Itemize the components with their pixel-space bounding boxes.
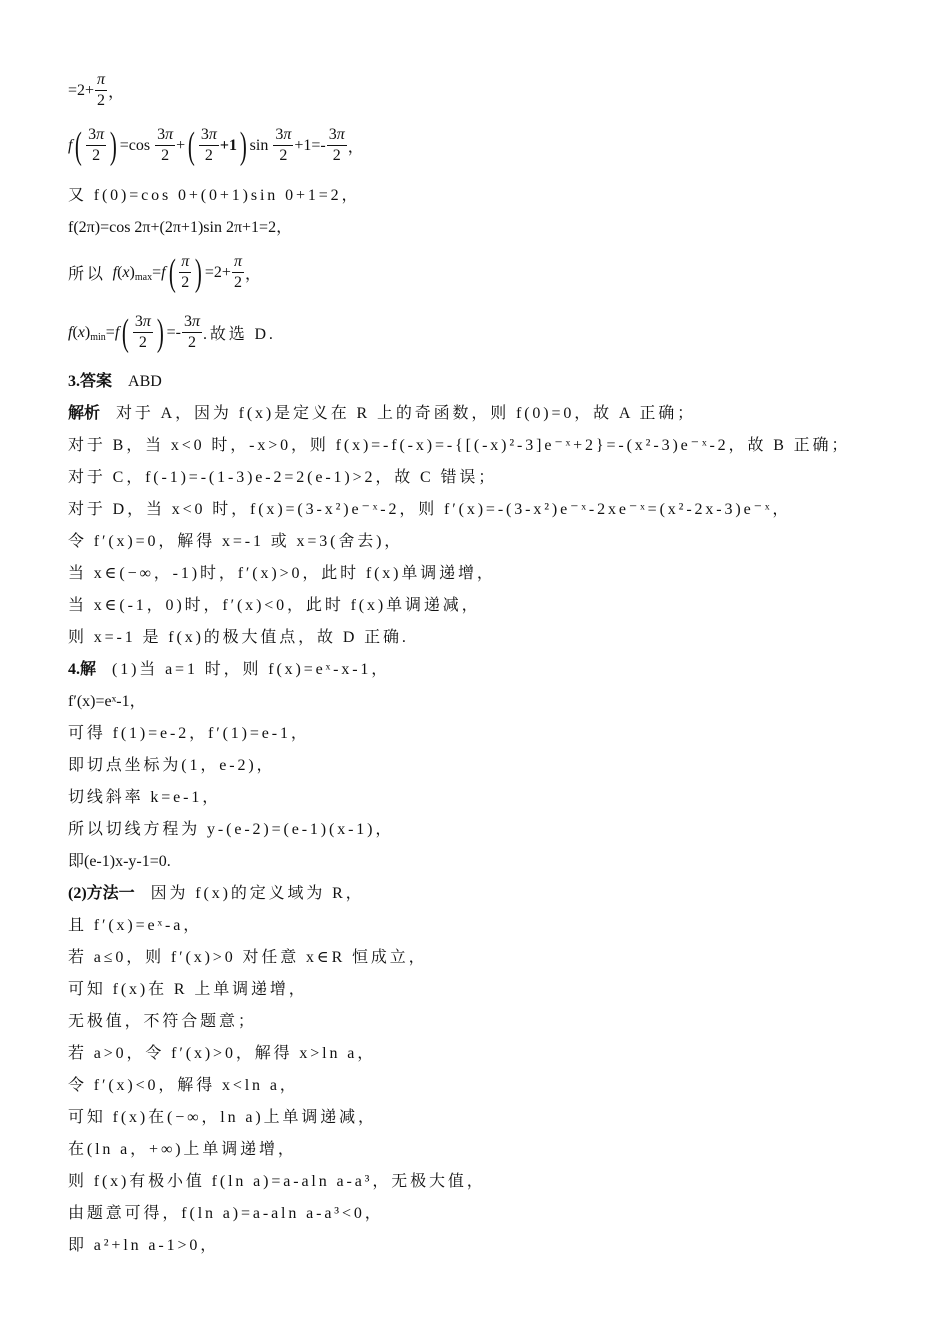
text-line-13: 当 x∈(−∞，-1)时，f′(x)>0，此时 f(x)单调递增， — [68, 565, 496, 582]
fraction-denominator: 2 — [95, 90, 107, 111]
text-line-32: 则 f(x)有极小值 f(ln a)=a-aln a-a³，无极大值， — [68, 1173, 486, 1190]
text-line-29: 令 f′(x)<0，解得 x<ln a， — [68, 1077, 299, 1094]
solution-label: 4.解 — [68, 661, 97, 678]
text-line-22: 即(e-1)x-y-1=0. — [68, 853, 171, 870]
text-line-11: 对于 D，当 x<0 时，f(x)=(3-x²)e⁻ˣ-2，则 f′(x)=-(3-x²)e⁻ˣ-2xe⁻ˣ=(x²-2x-3)e⁻ˣ， — [68, 501, 792, 518]
analysis-label: 解析 — [68, 405, 101, 422]
text-line-20: 切线斜率 k=e-1， — [68, 789, 222, 806]
text-line-4: f(2π)=cos 2π+(2π+1)sin 2π+1=2， — [68, 219, 293, 236]
text-line-26: 可知 f(x)在 R 上单调递增， — [68, 981, 308, 998]
equation-line-1 — [68, 70, 124, 111]
text-line-9: 对于 B，当 x<0 时，-x>0，则 f(x)=-f(-x)=-{[(-x)²-3]e⁻ˣ+2}=-(x²-3)e⁻ˣ-2，故 B 正确； — [68, 437, 851, 454]
answer-line-3 — [68, 372, 162, 392]
text-line-25: 若 a≤0，则 f′(x)>0 对任意 x∈R 恒成立， — [68, 949, 428, 966]
text-line-28: 若 a>0，令 f′(x)>0，解得 x>ln a， — [68, 1045, 377, 1062]
text-line-19: 即切点坐标为(1，e-2)， — [68, 757, 276, 774]
text-line-10: 对于 C，f(-1)=-(1-3)e-2=2(e-1)>2，故 C 错误； — [68, 469, 498, 486]
text-line-18: 可得 f(1)=e-2，f′(1)=e-1， — [68, 725, 310, 742]
analysis-text: 对于 A，因为 f(x)是定义在 R 上的奇函数，则 f(0)=0，故 A 正确； — [116, 405, 696, 422]
eq1-suffix: ， — [108, 84, 125, 101]
solution-line-4 — [68, 660, 390, 680]
text-line-14: 当 x∈(-1，0)时，f′(x)<0，此时 f(x)单调递减， — [68, 597, 481, 614]
method-label: (2)方法一 — [68, 885, 135, 902]
text-line-30: 可知 f(x)在(−∞，ln a)上单调递减， — [68, 1109, 377, 1126]
text-line-31: 在(ln a，+∞)上单调递增， — [68, 1141, 297, 1158]
answer-value: ABD — [128, 373, 162, 390]
equation-line-2: f ( $\frac{3\pi}{2}$ ) =cos $\frac{3\pi}{2}$ + ( $\frac{3\pi}{2}$ +1 ) sin $\frac{3\pi}{2}$ +1=- $\frac{3\pi}{2}$ ， — [68, 124, 364, 167]
solution-text: (1)当 a=1 时，则 f(x)=eˣ-x-1， — [112, 661, 391, 678]
eq1-prefix: =2+ — [68, 81, 95, 99]
text-line-33: 由题意可得，f(ln a)=a-aln a-a³<0， — [68, 1205, 384, 1222]
text-line-34: 即 a²+ln a-1>0， — [68, 1237, 220, 1254]
text-line-12: 令 f′(x)=0，解得 x=-1 或 x=3(舍去)， — [68, 533, 404, 550]
fraction-pi-over-2 — [95, 70, 107, 111]
text-line-15: 则 x=-1 是 f(x)的极大值点，故 D 正确. — [68, 629, 409, 646]
fraction-numerator: π — [97, 71, 106, 88]
method-text: 因为 f(x)的定义域为 R， — [150, 885, 365, 902]
analysis-line — [68, 404, 696, 424]
text-line-3: 又 f(0)=cos 0+(0+1)sin 0+1=2， — [68, 187, 361, 204]
method-one-line — [68, 884, 365, 904]
text-line-21: 所以切线方程为 y-(e-2)=(e-1)(x-1)， — [68, 821, 395, 838]
equation-line-5: 所以 f (x) max =f ( $\frac{\pi}{2}$ ) =2+ $\frac{\pi}{2}$ ， — [68, 251, 261, 294]
equation-line-6: f (x) min =f ( $\frac{3\pi}{2}$ ) =- $\frac{3\pi}{2}$ .故选 D. — [68, 311, 276, 354]
answer-label: 3.答案 — [68, 373, 113, 390]
text-line-17: f′(x)=eˣ-1， — [68, 693, 146, 710]
text-line-27: 无极值，不符合题意； — [68, 1013, 257, 1030]
text-line-24: 且 f′(x)=eˣ-a， — [68, 917, 203, 934]
